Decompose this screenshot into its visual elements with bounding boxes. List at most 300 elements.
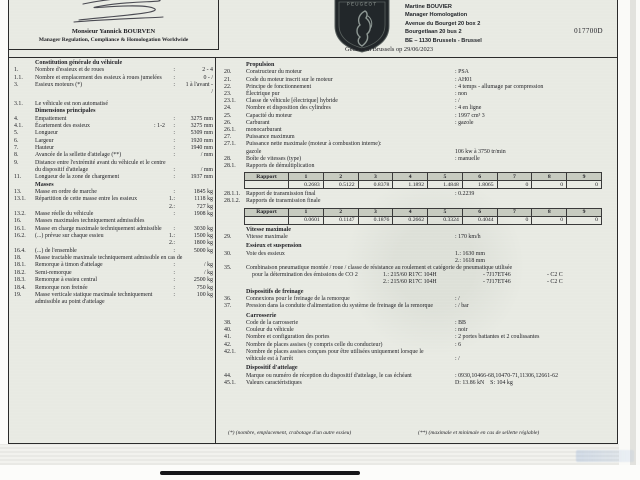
spec-row: [9, 101, 215, 108]
spec-row: [216, 356, 617, 363]
contact-line: BE – 1130 Brussels - Brussel: [405, 37, 482, 44]
row-colon: :: [173, 74, 175, 81]
row-value: 1.: 1630 mm: [455, 250, 485, 257]
gear-value-cell: 0: [567, 216, 602, 224]
contact-line: Avenue du Bourget 20 box 2: [405, 20, 481, 27]
row-value: 0 - /: [203, 74, 213, 81]
spec-row: [216, 127, 617, 134]
left-column: [9, 58, 216, 444]
gear-value-row: [245, 181, 602, 189]
row-number: [9, 89, 35, 96]
contact-line: Martine BOUVIER: [405, 4, 452, 10]
row-colon: :: [173, 262, 175, 269]
row-value: : /: [455, 98, 460, 105]
row-colon: :: [173, 277, 175, 284]
gear-ratio-table: [244, 208, 602, 225]
row-number: 9.: [14, 159, 19, 166]
row-label: Longueur de la zone de chargement: [35, 174, 120, 181]
row-value: 1920 mm: [190, 137, 213, 144]
row-value: : 0930,10466-68,10470-71,11306,12661-62: [455, 372, 559, 379]
row-label: gazole: [246, 148, 262, 155]
row-label: [246, 258, 455, 265]
row-number: 16.2.: [14, 233, 26, 240]
gear-ratio-table: [244, 172, 602, 189]
row-number: 8.: [14, 152, 19, 159]
row-label: pour la détermination des émissions de CO 2: [252, 272, 358, 279]
row-colon: :: [173, 115, 175, 122]
row-number: 28.1.1.: [224, 191, 241, 198]
row-colon: 2.:: [168, 203, 175, 210]
row-value: / mm: [200, 166, 213, 173]
row-number: 18.4.: [14, 284, 26, 291]
row-value: : BB: [455, 319, 466, 326]
row-number: 1.1.: [14, 74, 23, 81]
row-label: Constructeur du moteur: [246, 69, 302, 76]
row-label: Capacité du moteur: [246, 112, 293, 119]
spec-row: [9, 138, 215, 145]
tire-size: 2.: 215/60 R17C 104H: [383, 279, 437, 286]
row-label: Distance entre l'extrémité avant du véhicule et le centre: [35, 159, 166, 166]
spec-row: [216, 342, 617, 349]
row-label: Électrique pur: [246, 91, 280, 98]
row-value: : 4 temps - allumage par compression: [455, 83, 544, 90]
signer-title: Manager Regulation, Compliance & Homologation Worldwide: [38, 37, 189, 43]
section-heading: Dispositifs de freinage: [246, 288, 304, 295]
gear-header-cell: 5: [428, 208, 463, 216]
row-colon: :: [173, 67, 175, 74]
row-number: 36.: [224, 296, 232, 303]
row-label: admissible au point d'attelage: [35, 299, 105, 306]
row-value: / kg: [204, 269, 213, 276]
row-label: Boîte de vitesses (type): [246, 155, 302, 162]
gear-header-cell: 1: [289, 173, 324, 181]
row-number: 7.: [14, 144, 19, 151]
row-value: 3275 mm: [190, 122, 213, 129]
row-value: : manuelle: [455, 155, 480, 162]
row-value: 2 - 4: [202, 67, 213, 74]
contact-line: Bourgetlaan 20 bus 2: [405, 29, 462, 36]
spec-row: [9, 89, 215, 96]
section-heading: Essieux et suspension: [246, 243, 302, 250]
row-label: véhicule est à l'arrêt: [246, 355, 294, 362]
spec-table: [9, 57, 617, 444]
spec-row: [216, 163, 617, 170]
row-label: Connexions pour le freinage de la remorque: [246, 296, 350, 303]
row-value: [455, 127, 617, 134]
spec-row: [216, 84, 617, 91]
gear-value-cell: 0.8378: [358, 181, 393, 189]
row-label: Remorque à essieu central: [35, 277, 97, 284]
row-value: 2.: 1618 mm: [455, 257, 485, 264]
row-number: 13.2.: [14, 211, 26, 218]
gear-value-cell: 0.0601: [289, 216, 324, 224]
row-label: Répartition de cette masse entre les essieux: [35, 196, 138, 203]
gear-value-cell: 0.1147: [323, 216, 358, 224]
gear-header-cell: 7: [497, 173, 532, 181]
rim-spec: - 7J17ET46: [483, 279, 511, 286]
footnote-double-asterisk: (**) (maximale et minimale en cas de sellette réglable): [418, 430, 540, 436]
row-value: [175, 218, 215, 225]
gear-header-cell: 7: [497, 208, 532, 216]
gear-header-cell: 1: [289, 208, 324, 216]
row-number: 27.1.: [224, 141, 236, 148]
spec-row: [9, 67, 215, 74]
row-number: 23.1.: [224, 98, 236, 105]
row-label: (...) prévue sur chaque essieu: [35, 233, 104, 240]
row-label: Semi-remorque: [35, 269, 72, 276]
row-colon: :: [173, 130, 175, 137]
row-value: 1 à l'avant -: [185, 82, 213, 89]
row-colon: :: [173, 152, 175, 159]
row-value: 1800 kg: [193, 240, 213, 247]
spec-row: [216, 156, 617, 163]
row-label: Masse verticale statique maximale techniquement: [35, 291, 153, 298]
spec-row: [9, 277, 215, 284]
row-label: (...) de l'ensemble: [35, 247, 77, 254]
row-number: 37.: [224, 303, 232, 310]
row-value: 750 kg: [196, 284, 213, 291]
spec-row: [9, 292, 215, 299]
spec-row: [9, 116, 215, 123]
row-number: 1.: [14, 67, 19, 74]
footnote-asterisk: (*) (nombre, emplacement, crabotage d'un autre essieu): [228, 430, 352, 436]
section-heading: Dispositif d'attelage: [246, 365, 298, 372]
doc-number: 017700D: [574, 27, 603, 35]
row-value: : 0.2239: [455, 191, 475, 198]
row-colon: 1.:: [168, 233, 175, 240]
page-edge-band: [630, 0, 636, 465]
spec-row: [216, 251, 617, 258]
row-value: / kg: [204, 262, 213, 269]
gear-value-cell: 1.4848: [428, 181, 463, 189]
row-number: 26.: [224, 119, 232, 126]
section-heading: Carrosserie: [246, 312, 277, 319]
row-colon: :: [173, 174, 175, 181]
row-value: [455, 349, 617, 356]
row-number: 13.1.: [14, 196, 26, 203]
row-value: [455, 134, 617, 141]
row-label: Nombre de places assises conçues pour être utilisées uniquement lorsque le: [246, 348, 424, 355]
row-colon: [182, 255, 192, 262]
gear-value-cell: 0: [532, 181, 567, 189]
row-number: [216, 149, 246, 156]
row-value: 1940 mm: [190, 144, 213, 151]
spec-row: [9, 174, 215, 181]
row-colon: [166, 160, 176, 167]
tire-row: [216, 279, 617, 286]
spec-row: [9, 130, 215, 137]
row-label: Masse tractable maximale techniquement admissible en cas de: [35, 255, 183, 262]
spec-row: [216, 105, 617, 112]
row-label: du dispositif d'attelage: [35, 166, 89, 173]
row-label: Valeurs caractéristiques: [246, 379, 302, 386]
row-number: 22.: [224, 83, 232, 90]
row-number: 23.: [224, 91, 232, 98]
row-number: [9, 240, 35, 247]
row-number: 6.: [14, 137, 19, 144]
row-number: 16.4.: [14, 247, 26, 254]
row-value: : / bar: [455, 303, 469, 310]
row-number: 3.: [14, 82, 19, 89]
gear-header-cell: Rapport: [245, 173, 289, 181]
row-value: D: 13.86 kN S: 104 kg: [455, 379, 513, 386]
row-colon: :: [173, 247, 175, 254]
row-label: Largeur: [35, 137, 54, 144]
gear-header-cell: 3: [358, 173, 393, 181]
row-value: [455, 141, 617, 148]
row-value: 100 kg: [196, 291, 213, 298]
spec-row: [9, 82, 215, 89]
row-colon: :: [173, 269, 175, 276]
row-mid: : 1-2: [154, 122, 165, 129]
spec-row: [216, 373, 617, 380]
row-label: Puissance nette maximale (moteur à combustion interne):: [246, 141, 382, 148]
row-number: 18.: [14, 255, 22, 262]
section-heading: Dimensions principales: [35, 108, 96, 115]
gear-header-cell: 2: [323, 208, 358, 216]
spec-row: [9, 152, 215, 159]
row-value: [175, 101, 215, 108]
gear-header-cell: 9: [567, 208, 602, 216]
row-value: [455, 163, 617, 170]
spec-row: [216, 141, 617, 148]
home-indicator-bar[interactable]: [160, 471, 360, 475]
row-label: Rapports de transmission finale: [246, 198, 321, 205]
row-number: 3.1.: [14, 100, 23, 107]
row-colon: :: [173, 122, 175, 129]
gear-header-cell: 9: [567, 173, 602, 181]
row-value: 106 kw à 3750 tr/min: [455, 148, 506, 155]
row-value: : /: [455, 355, 460, 362]
row-label: Vitesse maximale: [246, 234, 288, 241]
row-label: Écartement des essieux: [35, 122, 90, 129]
spec-row: [216, 320, 617, 327]
gear-value-cell: 0.4044: [462, 216, 497, 224]
row-label: Longueur: [35, 130, 58, 137]
spec-row: [216, 120, 617, 127]
gear-header-cell: 4: [393, 208, 428, 216]
row-value: 2500 kg: [193, 277, 213, 284]
row-number: 16.1.: [14, 225, 26, 232]
row-number: 19.: [14, 291, 22, 298]
gear-value-cell: 0.1876: [358, 216, 393, 224]
row-number: 28.1.: [224, 163, 236, 170]
row-value: : AH01: [455, 76, 473, 83]
row-colon: :: [173, 166, 175, 173]
spec-row: [216, 265, 617, 272]
gear-value-cell: 1.1892: [393, 181, 428, 189]
spec-row: [9, 299, 215, 306]
gear-header-cell: 8: [532, 173, 567, 181]
row-number: 41.: [224, 334, 232, 341]
gear-header-cell: 8: [532, 208, 567, 216]
row-number: 20.: [224, 69, 232, 76]
row-label: Remorque à timon d'attelage: [35, 262, 103, 269]
row-label: Nombre et configuration des portes: [246, 334, 330, 341]
row-number: [9, 204, 35, 211]
row-label: Combinaison pneumatique montée / roue / classe de résistance au roulement et catégorie de pneumatique utilisée: [246, 265, 513, 272]
row-label: Principe de fonctionnement: [246, 83, 312, 90]
spec-row: [9, 248, 215, 255]
spec-row: [216, 77, 617, 84]
spec-row: [216, 198, 617, 205]
spec-row: [9, 285, 215, 292]
gear-value-cell: 0: [532, 216, 567, 224]
spec-row: [9, 160, 215, 167]
gear-header-cell: 3: [358, 208, 393, 216]
document-header: [9, 0, 617, 57]
row-colon: 2.:: [168, 240, 175, 247]
row-label: Nombre et emplacement des essieux à roues jumelées: [35, 74, 162, 81]
gear-header-row: [245, 173, 602, 181]
row-value: 3030 kg: [193, 225, 213, 232]
spec-row: [9, 204, 215, 211]
section-heading: Masses: [35, 181, 54, 188]
gear-header-row: [245, 208, 602, 216]
row-number: 35.: [224, 265, 232, 272]
row-colon: :: [173, 211, 175, 218]
row-value: 1845 kg: [193, 189, 213, 196]
gear-value-cell: 1.8065: [462, 181, 497, 189]
spec-row: [216, 113, 617, 120]
row-label: Essieux moteurs (*): [35, 82, 83, 89]
gear-value-cell: [245, 216, 289, 224]
spec-row: [9, 240, 215, 247]
gear-value-cell: 0.5122: [323, 181, 358, 189]
gear-value-cell: 0.2662: [393, 216, 428, 224]
row-value: : 4 en ligne: [455, 105, 482, 112]
gear-header-cell: 6: [462, 173, 497, 181]
spec-row: [216, 258, 617, 265]
contact-block: [405, 3, 482, 45]
signature-block: [9, 0, 219, 50]
gear-value-cell: 0: [567, 181, 602, 189]
row-colon: :: [173, 291, 175, 298]
scan-edge: [0, 444, 628, 465]
row-label: Puissance maximum: [246, 134, 295, 141]
row-number: 21.: [224, 76, 232, 83]
signer-name: Monsieur Yannick BOURVEN: [71, 28, 156, 35]
row-value: 727 kg: [196, 203, 213, 210]
row-colon: 1.:: [168, 196, 175, 203]
row-value: / mm: [200, 152, 213, 159]
row-number: 30.: [224, 250, 232, 257]
row-number: 28.1.2.: [224, 198, 241, 205]
row-number: 13.: [14, 189, 22, 196]
row-label: Nombre de places assises (y compris celle du conducteur): [246, 341, 383, 348]
row-number: 40.: [224, 327, 232, 334]
gear-header-cell: 2: [323, 173, 358, 181]
row-label: Carburant: [246, 119, 270, 126]
spec-row: [216, 98, 617, 105]
row-number: 42.1.: [224, 348, 236, 355]
row-number: 24.: [224, 105, 232, 112]
row-value: : 2 portes battantes et 2 coulissantes: [455, 334, 540, 341]
row-value: [175, 299, 215, 306]
signature: [39, 0, 189, 24]
row-colon: [165, 101, 175, 108]
spec-row: [216, 91, 617, 98]
row-value: : PSA: [455, 69, 469, 76]
row-number: 18.2.: [14, 269, 26, 276]
row-number: 11.: [14, 174, 22, 181]
right-column: [216, 58, 617, 444]
gear-value-cell: [245, 181, 289, 189]
row-colon: [165, 299, 175, 306]
spec-row: [9, 270, 215, 277]
row-value: : /: [455, 296, 460, 303]
row-number: 27.: [224, 134, 232, 141]
row-label: Masses maximales techniquement admissibles: [35, 218, 145, 225]
row-value: : 6: [455, 341, 462, 348]
spec-row: [216, 303, 617, 310]
tire-class: - C2 C: [547, 272, 563, 279]
row-number: 16.: [14, 218, 22, 225]
spec-row: [216, 349, 617, 356]
row-number: 25.: [224, 112, 232, 119]
row-colon: :: [173, 137, 175, 144]
gear-header-cell: Rapport: [245, 208, 289, 216]
row-label: [35, 240, 165, 247]
spec-row: [9, 211, 215, 218]
row-number: 28.: [224, 155, 232, 162]
gear-header-cell: 4: [393, 173, 428, 181]
spec-row: [9, 167, 215, 174]
row-number: 26.1.: [224, 127, 236, 134]
row-label: Rapports de démultiplication: [246, 163, 315, 170]
row-value: 5309 mm: [190, 130, 213, 137]
row-value: 1937 mm: [190, 174, 213, 181]
row-number: 44.: [224, 372, 232, 379]
tire-class: - C2 C: [547, 279, 563, 286]
row-value: : 170 km/h: [455, 234, 481, 241]
row-number: 29.: [224, 234, 232, 241]
spec-row: [9, 226, 215, 233]
row-colon: :: [173, 144, 175, 151]
row-number: 5.: [14, 130, 19, 137]
date-line: Gedaan in Brussels op 29/06/2023: [345, 46, 434, 53]
row-label: monocarburant: [246, 127, 282, 134]
gear-header-cell: 6: [462, 208, 497, 216]
row-value: /: [211, 89, 213, 96]
row-label: Nombre et disposition des cylindres: [246, 105, 331, 112]
row-label: Masse en ordre de marche: [35, 189, 97, 196]
spec-row: [9, 75, 215, 82]
row-colon: [165, 89, 175, 96]
row-value: 5000 kg: [193, 247, 213, 254]
row-label: Pression dans la conduite d'alimentation du système de freinage de la remorque: [246, 303, 434, 310]
section-heading: Constitution générale du véhicule: [35, 60, 123, 66]
gear-value-cell: 0.3324: [428, 216, 463, 224]
spec-row: [216, 334, 617, 341]
row-colon: :: [173, 284, 175, 291]
row-number: 42.: [224, 341, 232, 348]
row-number: 18.1.: [14, 262, 26, 269]
spec-row: [216, 149, 617, 156]
spec-row: [9, 218, 215, 225]
watermark: [576, 450, 634, 462]
row-label: Code du moteur inscrit sur le moteur: [246, 76, 333, 83]
row-number: 4.: [14, 115, 19, 122]
gear-value-cell: 0: [497, 216, 532, 224]
row-value: 1500 kg: [193, 233, 213, 240]
row-value: 1118 kg: [194, 196, 213, 203]
tire-row: [216, 272, 617, 279]
row-value: : 1997 cm³ 3: [455, 112, 485, 119]
row-number: [216, 258, 246, 265]
row-label: Couleur du véhicule: [246, 327, 294, 334]
spec-row: [9, 123, 215, 130]
